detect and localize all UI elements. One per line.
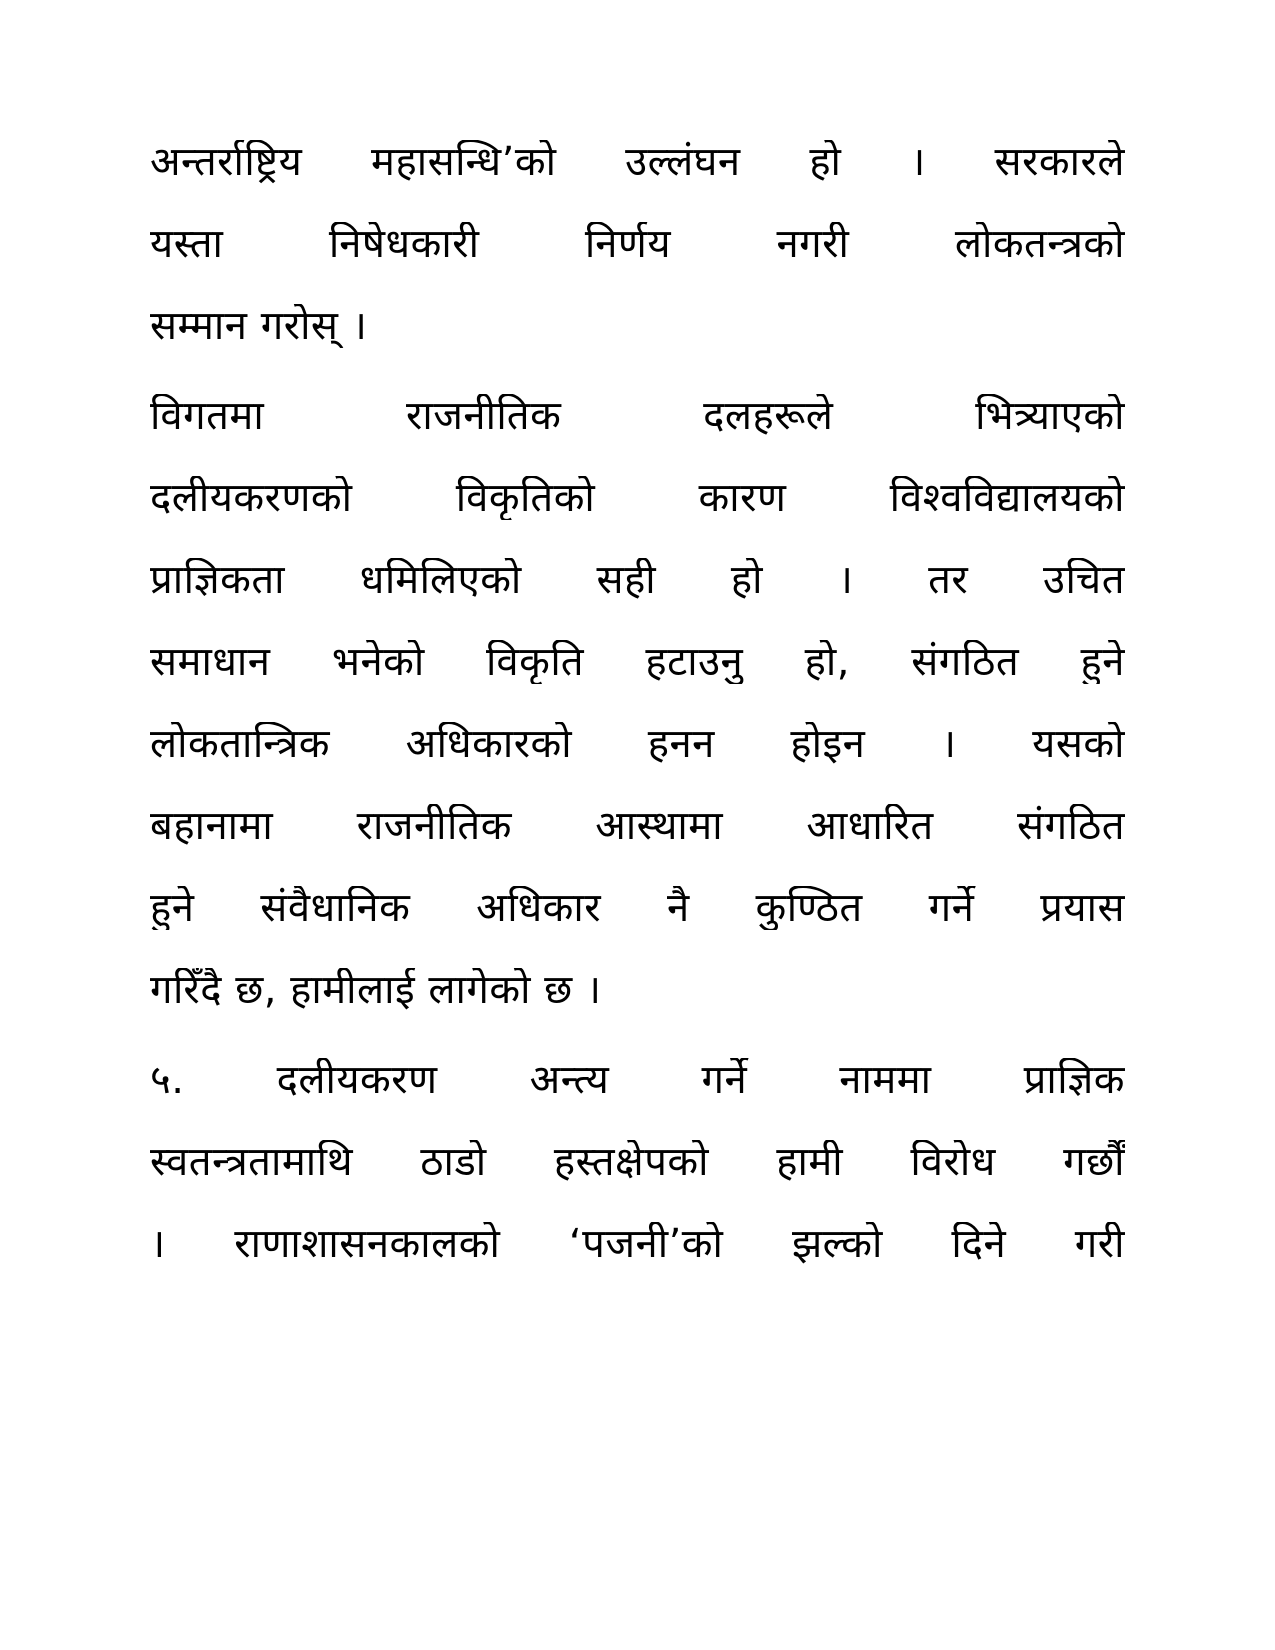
- document-page: [150, 140, 1125, 1304]
- text-line: समाधान भनेको विकृति हटाउनु हो, संगठित हुने: [150, 640, 1125, 684]
- text-line: गरिँदै छ, हामीलाई लागेको छ ।: [150, 968, 602, 1012]
- text-line: यस्ता निषेधकारी निर्णय नगरी लोकतन्त्रको: [150, 222, 1125, 266]
- text-line: प्राज्ञिकता धमिलिएको सही हो । तर उचित: [150, 558, 1125, 602]
- text-line: अन्तर्राष्ट्रिय महासन्धि’को उल्लंघन हो । सरकारले: [150, 140, 1125, 184]
- paragraph-gap: [150, 386, 1125, 394]
- text-line: । राणाशासनकालको ‘पजनी’को झल्को दिने गरी: [150, 1222, 1125, 1266]
- paragraph-gap: [150, 1050, 1125, 1058]
- paragraph-3: [150, 1058, 1125, 1266]
- paragraph-1: [150, 140, 1125, 348]
- text-line: ५. दलीयकरण अन्त्य गर्ने नाममा प्राज्ञिक: [150, 1058, 1125, 1102]
- text-line: हुने संवैधानिक अधिकार नै कुण्ठित गर्ने प्रयास: [150, 886, 1125, 930]
- text-line: लोकतान्त्रिक अधिकारको हनन होइन । यसको: [150, 722, 1125, 766]
- text-line: सम्मान गरोस् ।: [150, 304, 368, 348]
- paragraph-2: [150, 394, 1125, 1012]
- text-line: स्वतन्त्रतामाथि ठाडो हस्तक्षेपको हामी विरोध गर्छौं: [150, 1140, 1125, 1184]
- text-line: विगतमा राजनीतिक दलहरूले भित्र्याएको: [150, 394, 1125, 438]
- text-line: बहानामा राजनीतिक आस्थामा आधारित संगठित: [150, 804, 1125, 848]
- text-line: दलीयकरणको विकृतिको कारण विश्वविद्यालयको: [150, 476, 1125, 520]
